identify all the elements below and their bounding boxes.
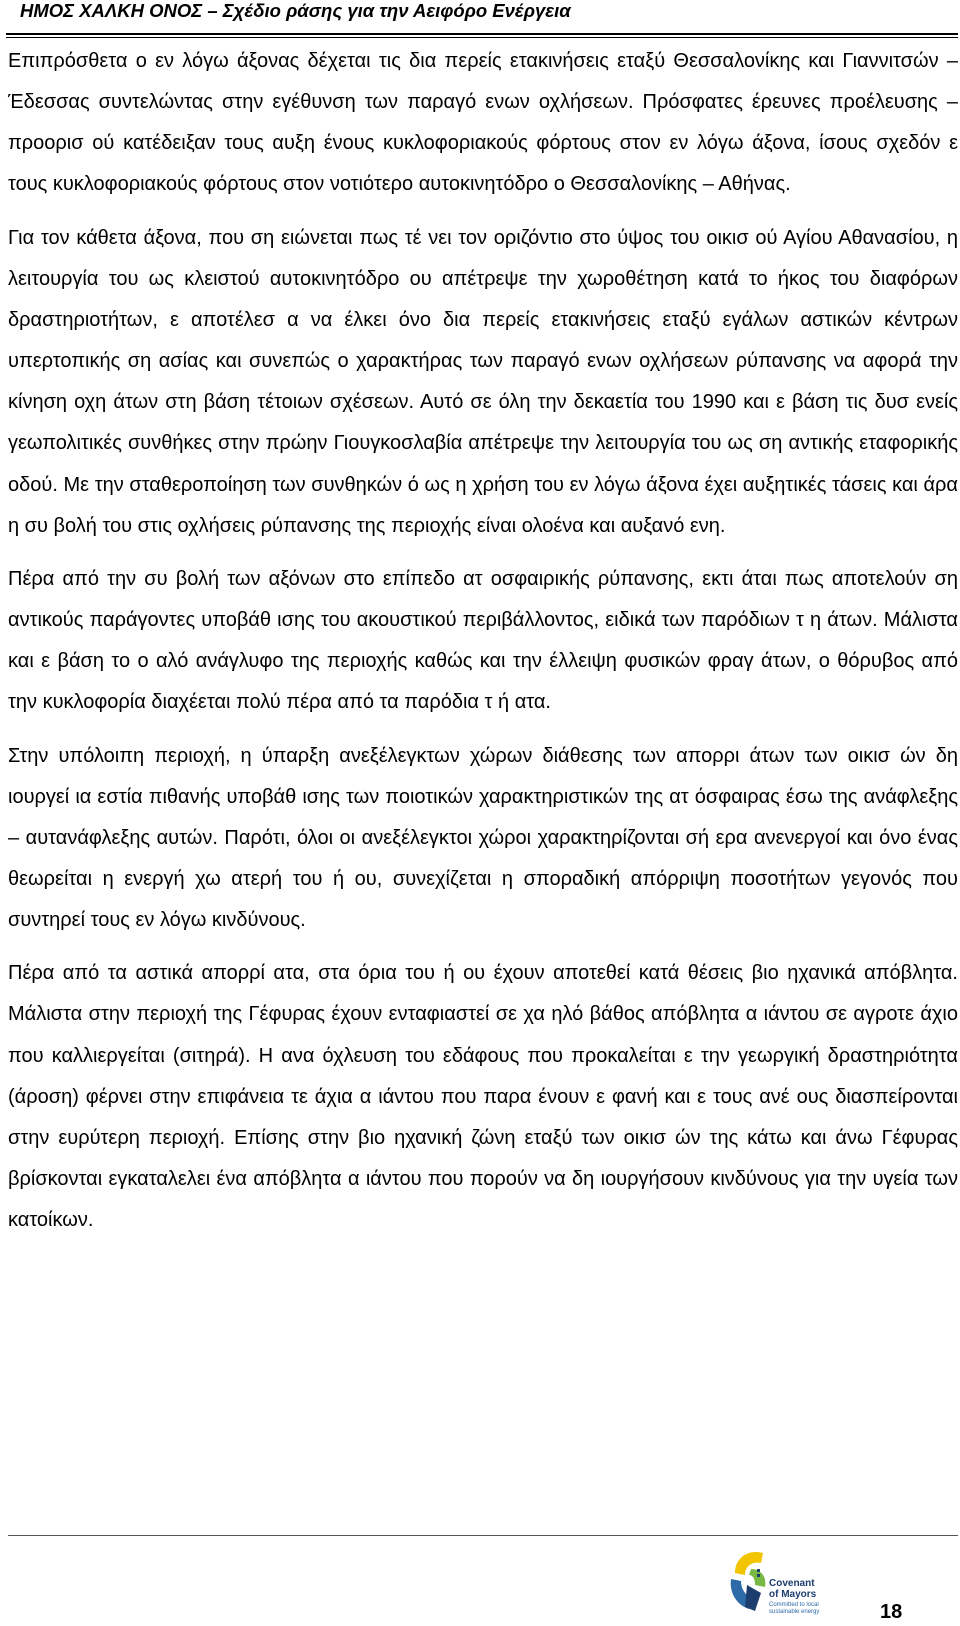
footer-rule xyxy=(8,1535,958,1536)
header-rule-thin xyxy=(6,37,958,38)
logo-tagline-line-1: Committed to local xyxy=(769,1602,819,1608)
document-body xyxy=(8,41,958,1241)
logo-text-line-1: Covenant xyxy=(769,1578,815,1589)
logo-tagline-line-2: sustainable energy xyxy=(769,1609,820,1615)
page-header: ΗΜΟΣ ΧΑΛΚΗ ΟΝΟΣ – Σχέδιο ράσης για την Αειφόρο Ενέργεια xyxy=(20,0,571,21)
logo-text-line-2: of Mayors xyxy=(769,1589,817,1600)
header-rule-thick xyxy=(6,33,958,35)
paragraph-1: Επιπρόσθετα ο εν λόγω άξονας δέχεται τις δια περείς ετακινήσεις εταξύ Θεσσαλονίκης και Γιαννιτσών – Έδεσσας συντελώντας στην εγέθυνση των παραγό ενων οχλήσεων. Πρόσφατες έρευνες προέλευσης – προορισ ού κατέδειξαν τους αυξη ένους κυκλοφοριακούς φόρτους στον εν λόγω άξονα, ίσους σχεδόν ε τους κυκλοφοριακούς φόρτους στον νοτιότερο αυτοκινητόδρο ο Θεσσαλονίκης – Αθήνας. xyxy=(8,50,958,196)
paragraph-4: Στην υπόλοιπη περιοχή, η ύπαρξη ανεξέλεγκτων χώρων διάθεσης των απορρι άτων των οικισ ών δη ιουργεί ια εστία πιθανής υποβάθ ισης των ποιοτικών χαρακτηριστικών της ατ όσφαιρας έσω της ανάφλεξης – αυτανάφλεξης αυτών. Παρότι, όλοι οι ανεξέλεγκτοι χώροι χαρακτηρίζονται σή ερα ανενεργοί και όνο ένας θεωρείται η ενεργή χω ατερή του ή ου, συνεχίζεται η σποραδική απόρριψη ποσοτήτων γεγονός που συντηρεί τους εν λόγω κινδύνους. xyxy=(8,744,958,932)
covenant-of-mayors-logo xyxy=(727,1545,837,1619)
paragraph-5: Πέρα από τα αστικά απορρί ατα, στα όρια του ή ου έχουν αποτεθεί κατά θέσεις βιο ηχανικά απόβλητα. Μάλιστα στην περιοχή της Γέφυρας έχουν ενταφιαστεί σε χα ηλό βάθος απόβλητα α ιάντου σε αγροτε άχιο που καλλιεργείται (σιτηρά). Η ανα όχλευση του εδάφους που προκαλείται ε την γεωργική δραστηριότητα (άροση) φέρνει στην επιφάνεια τε άχια α ιάντου που παρα ένουν ε φανή και ε τους ανέ ους διασπείρονται στην ευρύτερη περιοχή. Επίσης στην βιο ηχανική ζώνη εταξύ των οικισ ών της κάτω και άνω Γέφυρας βρίσκονται εγκαταλελει ένα απόβλητα α ιάντου που πορούν να δη ιουργήσουν κινδύνους για την υγεία των κατοίκων. xyxy=(8,962,958,1232)
paragraph-3: Πέρα από την συ βολή των αξόνων στο επίπεδο ατ οσφαιρικής ρύπανσης, εκτι άται πως αποτελούν ση αντικούς παράγοντες υποβάθ ισης του ακουστικού περιβάλλοντος, ειδικά των παρόδιων τ η άτων. Μάλιστα και ε βάση το ο αλό ανάγλυφο της περιοχής καθώς και την έλλειψη φυσικών φραγ άτων, ο θόρυβος από την κυκλοφορία διαχέεται πολύ πέρα από τα παρόδια τ ή ατα. xyxy=(8,567,958,714)
covenant-of-mayors-logo-icon xyxy=(727,1545,771,1619)
page-number: 18 xyxy=(880,1601,903,1623)
paragraph-2: Για τον κάθετα άξονα, που ση ειώνεται πως τέ νει τον οριζόντιο στο ύψος του οικισ ού Αγίου Αθανασίου, η λειτουργία του ως κλειστού αυτοκινητόδρο ου απέτρεψε την χωροθέτηση κατά το ήκος του διαφόρων δραστηριοτήτων, ε αποτέλεσ α να έλκει όνο δια περείς ετακινήσεις εταξύ εγάλων αστικών κέντρων υπερτοπικής ση ασίας και συνεπώς ο χαρακτήρας των παραγό ενων οχλήσεων ρύπανσης να αφορά την κίνηση οχη άτων στη βάση τέτοιων σχέσεων. Αυτό σε όλη την δεκαετία του 1990 και ε βάση τις δυσ ενείς γεωπολιτικές συνθήκες στην πρώην Γιουγκοσλαβία απέτρεψε την λειτουργία του ως ση αντικής εταφορικής οδού. Με την σταθεροποίηση των συνθηκών ό ως η χρήση του εν λόγω άξονα έχει αυξητικές τάσεις και άρα η συ βολή του στις οχλήσεις ρύπανσης της περιοχής είναι ολοένα και αυξανό ενη. xyxy=(8,226,958,537)
